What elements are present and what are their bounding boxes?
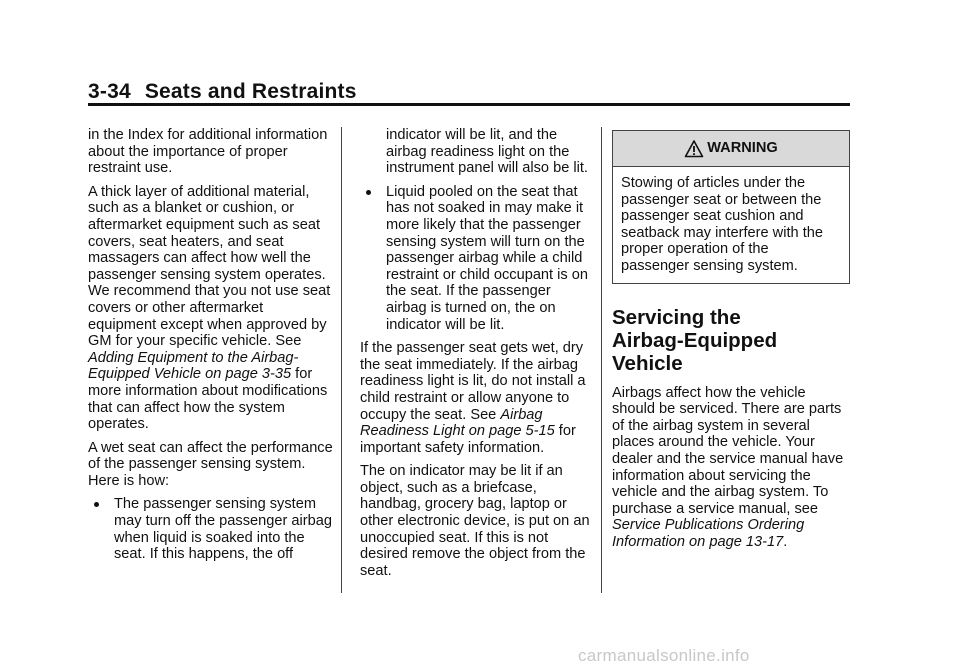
paragraph [612,385,852,551]
warning-label: WARNING [707,140,778,157]
chapter-title: Seats and Restraints [144,80,357,103]
column-middle [360,127,592,586]
text-run: If the passenger seat gets wet, dry the seat immediately. If the airbag readiness light is lit, do not install a child restraint or allow anyone to occupy the seat. See [360,340,586,423]
column-divider [601,127,602,593]
header-rule [88,103,850,106]
page-header [88,80,357,104]
paragraph [88,184,334,433]
paragraph: A wet seat can affect the performance of the passenger sensing system. Here is how: [88,439,333,489]
paragraph: in the Index for additional information about the importance of proper restraint use. [88,127,328,177]
bullet-icon [366,190,371,195]
warning-text: Stowing of articles under the passenger seat or between the passenger seat cushion and seatback may interfere with the proper operation of the passenger sensing system. [621,175,823,274]
paragraph [360,340,592,456]
text-run: for more information about modifications that can affect how the system operates. [88,366,328,433]
cross-reference-link[interactable]: Adding Equipment to the Airbag-Equipped Vehicle on page 3-35 [88,349,299,383]
page-number: 3-34 [88,80,131,103]
section-title-line: Airbag-Equipped Vehicle [612,328,778,375]
cross-reference-link[interactable]: Service Publications Ordering Information on page 13-17 [612,517,805,550]
bullet-icon [94,502,99,507]
column-divider [341,127,342,593]
section-title-line: Servicing the [612,305,741,329]
list-item [88,496,334,562]
watermark-logo: carmanualsonline.info [578,646,750,665]
text-run: Airbags affect how the vehicle should be serviced. There are parts of the airbag system in several places around the vehicle. Your dealer and the service manual have information about servicing the vehicle and the airbag system. To purchase a service manual, see [612,384,844,517]
list-item [360,184,592,333]
text-run: A thick layer of additional material, such as a blanket or cushion, or aftermarket equipment such as seat covers, seat heaters, and seat massagers can affect how well the passenger sensing system operates. We recommend that you not use seat covers or other aftermarket equipment except when approved by GM for your specific vehicle. See [88,183,331,350]
cross-reference-link[interactable]: Airbag Readiness Light on page 5-15 [360,406,555,440]
text-run: for important safety information. [360,423,576,456]
column-left [88,127,334,570]
list-item-continuation: indicator will be lit, and the airbag readiness light on the instrument panel will also be lit. [386,127,588,177]
section-title [612,306,852,375]
column-right [612,127,852,558]
warning-icon [684,139,704,159]
list-item-text: The passenger sensing system may turn off the passenger airbag when liquid is soaked into the seat. If this happens, the off [114,496,332,563]
list-item-text: Liquid pooled on the seat that has not soaked in may make it more likely that the passenger sensing system will turn on the passenger airbag while a child restraint or child occupant is on the seat. If the passenger airbag is turned on, the on indicator will be lit. [386,183,588,333]
paragraph: The on indicator may be lit if an object, such as a briefcase, handbag, grocery bag, laptop or other electronic device, is put on an unoccupied seat. If this is not desired remove the object from the seat. [360,463,590,579]
warning-header [613,131,849,167]
warning-box [612,130,850,284]
text-run: . [783,533,788,550]
